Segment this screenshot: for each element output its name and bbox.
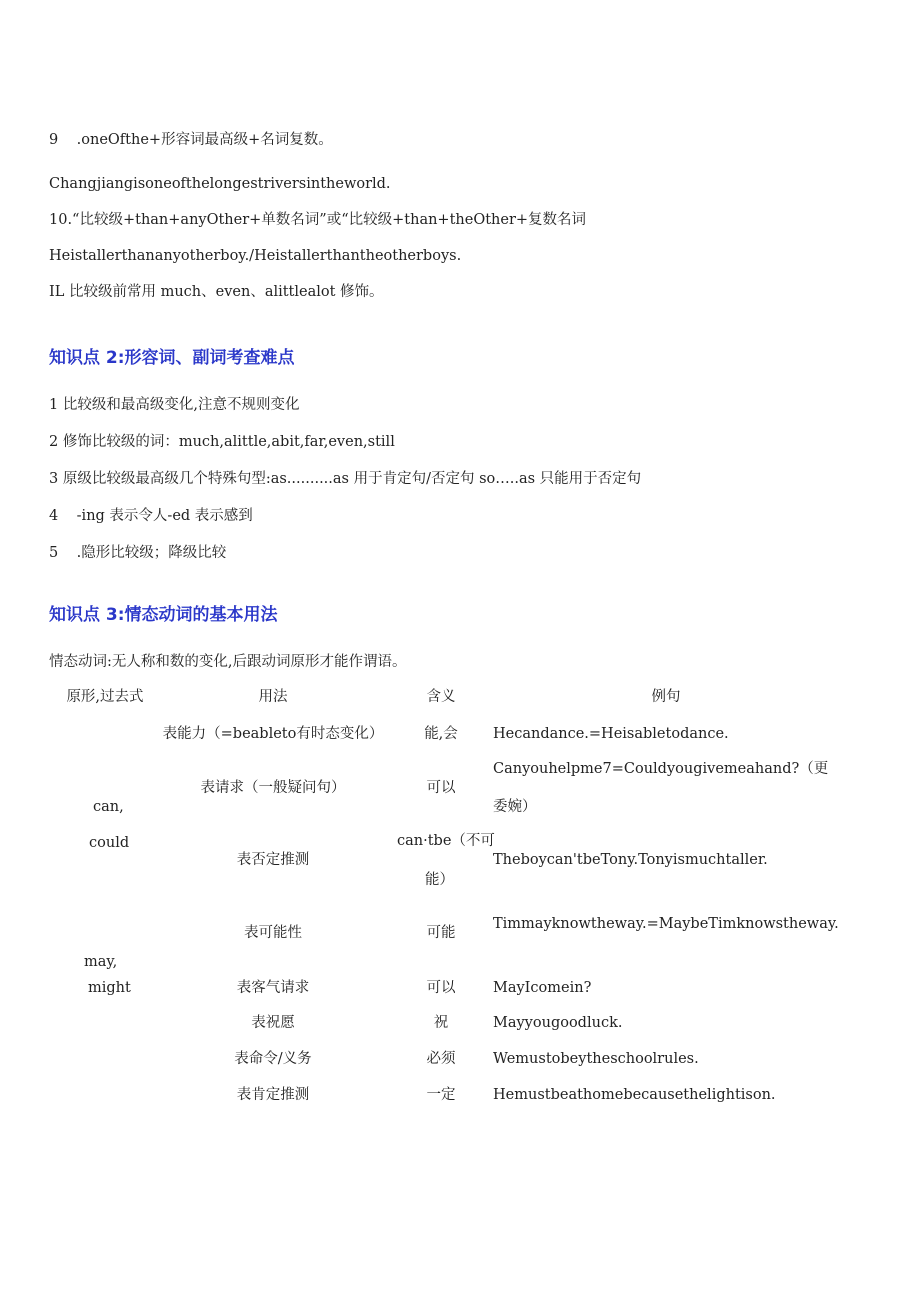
list-item: 1 比较级和最高级变化,注意不规则变化 <box>49 397 300 413</box>
verb-may: may, <box>84 954 118 970</box>
item-10: 10.“比较级+than+anyOther+单数名词”或“比较级+than+theOther+复数名词 <box>49 212 587 228</box>
list-item: 5 .隐形比较级；降级比较 <box>49 545 227 561</box>
table-row-usage: 表请求（一般疑问句） <box>200 780 346 796</box>
verb-can: can, <box>93 799 124 815</box>
verb-could: could <box>89 835 130 851</box>
list-item: 2 修饰比较级的词：much,alittle,abit,far,even,still <box>49 434 395 450</box>
table-row-usage: 表命令/义务 <box>234 1051 312 1067</box>
example-9: Changjiangisoneofthelongestriversintheworld. <box>49 176 391 192</box>
table-row-example: Timmayknowtheway.=MaybeTimknowstheway. <box>493 916 839 932</box>
table-row-usage: 表能力（=beableto有时态变化） <box>162 726 384 742</box>
table-header-usage: 用法 <box>258 689 288 705</box>
table-header-meaning: 含义 <box>426 689 456 705</box>
intro-text: 情态动词:无人称和数的变化,后跟动词原形才能作谓语。 <box>49 654 407 670</box>
table-row-usage: 表客气请求 <box>236 980 310 996</box>
table-header-verb: 原形,过去式 <box>66 689 144 705</box>
verb-might: might <box>88 980 131 996</box>
item-9: 9 .oneOfthe+形容词最高级+名词复数。 <box>49 132 333 148</box>
table-row-example-cont: 委婉） <box>493 799 537 815</box>
table-row-meaning: 能,会 <box>424 726 458 742</box>
table-row-meaning: 必须 <box>426 1051 456 1067</box>
table-row-example: Hecandance.=Heisabletodance. <box>493 726 729 742</box>
table-row-meaning: 可以 <box>426 780 456 796</box>
table-row-meaning: 可以 <box>426 980 456 996</box>
table-row-example: Canyouhelpme7=Couldyougivemeahand?（更 <box>493 761 829 777</box>
table-row-example: Hemustbeathomebecausethelightison. <box>493 1087 776 1103</box>
section-heading-3: 知识点 3:情态动词的基本用法 <box>49 605 278 625</box>
table-header-example: 例句 <box>651 689 681 705</box>
table-row-meaning: can·tbe（不可 <box>397 833 495 849</box>
item-11: IL 比较级前常用 much、even、alittlealot 修饰。 <box>49 284 384 300</box>
table-row-meaning: 可能 <box>426 925 456 941</box>
table-row-example: Mayyougoodluck. <box>493 1015 623 1031</box>
table-row-usage: 表肯定推测 <box>236 1087 310 1103</box>
list-item: 3 原级比较级最高级几个特殊句型:as..........as 用于肯定句/否定句 so…..as 只能用于否定句 <box>49 471 642 487</box>
table-row-example: Wemustobeytheschoolrules. <box>493 1051 699 1067</box>
list-item: 4 -ing 表示令人-ed 表示感到 <box>49 508 253 524</box>
table-row-example: Theboycan'tbeTony.Tonyismuchtaller. <box>493 852 768 868</box>
table-row-meaning: 祝 <box>433 1015 449 1031</box>
table-row-usage: 表可能性 <box>244 925 302 941</box>
example-10: Heistallerthananyotherboy./Heistallerthantheotherboys. <box>49 248 462 264</box>
table-row-meaning: 一定 <box>426 1087 456 1103</box>
table-row-meaning-cont: 能） <box>425 872 454 888</box>
section-heading-2: 知识点 2:形容词、副词考查难点 <box>49 348 295 368</box>
table-row-example: MayIcomein? <box>493 980 592 996</box>
table-row-usage: 表否定推测 <box>236 852 310 868</box>
table-row-usage: 表祝愿 <box>251 1015 295 1031</box>
